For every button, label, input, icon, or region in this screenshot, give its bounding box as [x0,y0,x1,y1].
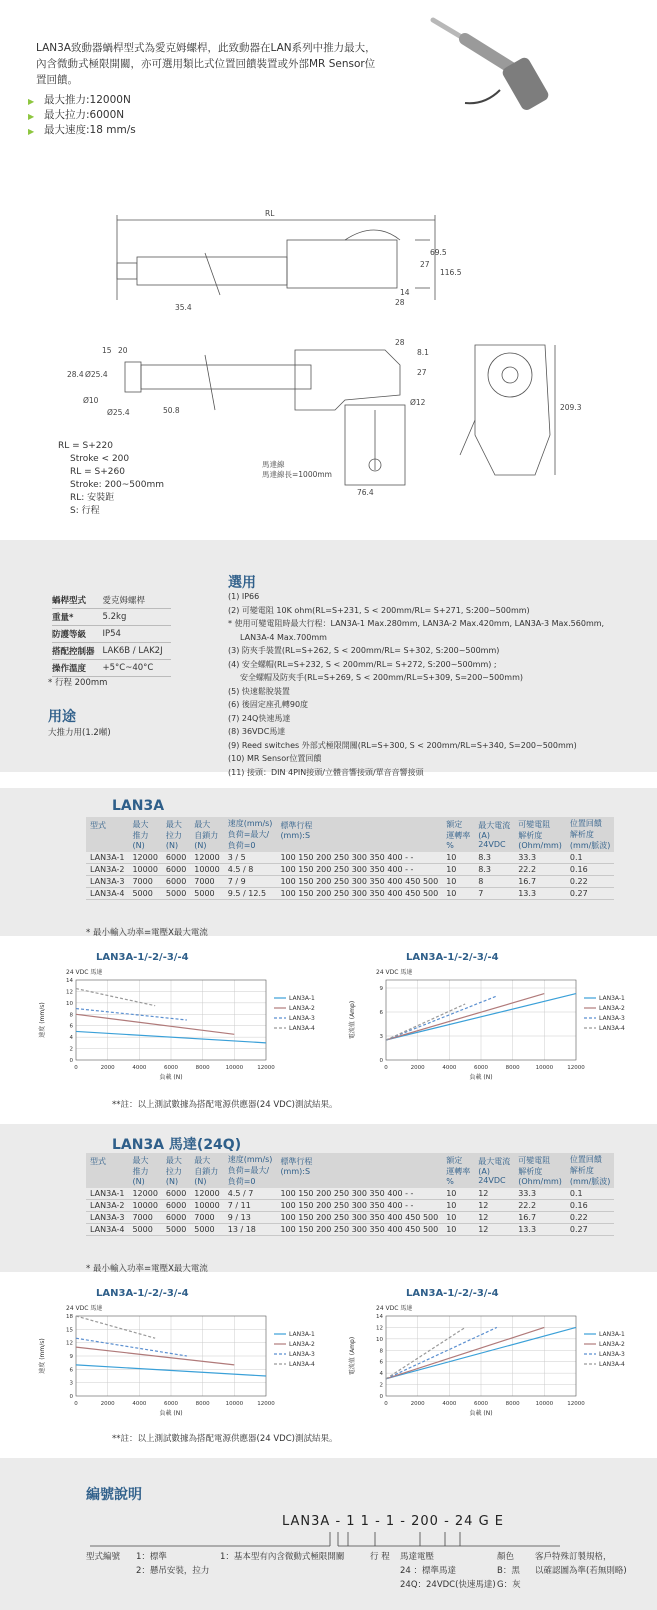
chart-subtitle: 24 VDC 馬達 [376,969,413,976]
chart-speed-1 [30,950,330,1094]
chart-title: LAN3A-1/-2/-3/-4 [96,952,189,963]
table-cell: LAN3A-1 [86,852,128,864]
y-tick-label: 8 [379,1348,383,1355]
table-cell: 100 150 200 250 300 350 400 - - [276,864,442,876]
table-cell: 5000 [162,1224,190,1236]
table2-footnote: * 最小輸入功率=電壓X最大電流 [86,1264,208,1274]
code-col-mount: 1：標準 2：懸吊安裝，拉力 [136,1552,210,1576]
table2 [86,1153,614,1236]
svg-text:20: 20 [118,346,128,355]
y-axis-label: 速度 (mm/s) [39,1338,46,1374]
table-row [86,888,614,900]
code-col-switch: 1：基本型有內含微動式極限開關 [220,1552,345,1562]
table-cell: 22.2 [514,864,566,876]
table-cell: 10000 [128,864,161,876]
svg-text:116.5: 116.5 [440,268,462,277]
x-tick-label: 12000 [567,1065,585,1071]
spec-table: 蝸桿型式 愛克姆螺桿 重量* 5.2kg 防護等級 IP54 搭配控制器 LAK6B / LAK2J 操作溫度 +5°C~40°C [52,592,171,677]
table-cell: 8.3 [474,852,514,864]
table-cell: 0.27 [566,888,615,900]
x-tick-label: 10000 [225,1401,244,1407]
table-cell: 12000 [190,1188,223,1200]
series-line-LAN3A-2 [76,1014,234,1034]
table-cell: 12000 [128,1188,161,1200]
x-tick-label: 0 [384,1401,388,1407]
legend-label: LAN3A-4 [289,1025,315,1032]
table-cell: 5000 [128,1224,161,1236]
legend-label: LAN3A-3 [289,1015,315,1022]
y-tick-label: 15 [66,1327,73,1334]
dim-rl: RL [265,209,275,218]
y-tick-label: 3 [69,1380,73,1387]
intro-text: LAN3A致動器蝸桿型式為愛克姆螺桿，此致動器在LAN系列中推力最大，內含微動式極限開關，亦可選用類比式位置回饋裝置或外部MR Sensor位置回饋。 [36,42,376,86]
table1-header: 型式 最大 推力 (N) 最大 拉力 (N) 最大 自鎖力 (N) 速度(mm/s) 負荷=最大/ 負荷=0 標準行程 (mm):S 額定 運轉率 % 最大電流 (A) 24VDC 可變電阻 解析度 (Ohm/mm) 位置回饋 解析度 (mm/脈波) [86,817,614,852]
table-row [86,864,614,876]
chart-title: LAN3A-1/-2/-3/-4 [96,1288,189,1299]
table-cell: 9.5 / 12.5 [224,888,277,900]
x-tick-label: 6000 [474,1401,488,1407]
table-row [86,1212,614,1224]
table-row [86,1200,614,1212]
y-tick-label: 0 [69,1394,73,1400]
y-tick-label: 8 [69,1012,73,1019]
table-cell: 10 [442,876,474,888]
x-axis-label: 負載 (N) [469,1410,493,1417]
table-cell: 0.22 [566,1212,615,1224]
table-cell: 10000 [190,1200,223,1212]
table-cell: 100 150 200 250 300 350 400 - - [276,1188,442,1200]
table-row [86,852,614,864]
y-tick-label: 0 [379,1394,383,1400]
y-tick-label: 12 [66,989,73,996]
table-cell: 10 [442,1188,474,1200]
table2-title: LAN3A 馬達(24Q) [112,1137,242,1153]
legend-label: LAN3A-1 [289,1331,315,1338]
series-line-LAN3A-3 [386,996,497,1040]
y-axis-label: 電流值 (Amp) [349,1336,356,1376]
chart-subtitle: 24 VDC 馬達 [66,969,103,976]
table-cell: 7000 [190,876,223,888]
x-tick-label: 0 [74,1065,78,1071]
table-cell: 12 [474,1200,514,1212]
table-cell: 0.22 [566,876,615,888]
series-line-LAN3A-2 [386,994,544,1040]
code-col-type: 型式編號 [86,1552,121,1562]
legend-label: LAN3A-3 [289,1351,315,1358]
table-cell: 0.1 [566,1188,615,1200]
table-cell: 100 150 200 250 300 350 400 450 500 [276,1212,442,1224]
y-tick-label: 18 [66,1314,73,1320]
spec-max-pull: ▶ 最大拉力:6000N [28,108,136,123]
y-tick-label: 4 [379,1371,383,1378]
table-row [86,876,614,888]
svg-text:15: 15 [102,346,112,355]
table-cell: 33.3 [514,1188,566,1200]
x-tick-label: 0 [384,1065,388,1071]
chart-subtitle: 24 VDC 馬達 [376,1305,413,1312]
table-cell: 4.5 / 7 [224,1188,277,1200]
x-tick-label: 4000 [442,1401,457,1407]
table-cell: 8.3 [474,864,514,876]
legend-label: LAN3A-1 [289,995,315,1002]
product-photo [425,5,555,115]
x-tick-label: 10000 [535,1065,554,1071]
table1-footnote: * 最小輸入功率=電壓X最大電流 [86,928,208,938]
svg-text:27: 27 [420,260,430,269]
table-cell: 12 [474,1212,514,1224]
chart-subtitle: 24 VDC 馬達 [66,1305,103,1312]
x-axis-label: 負載 (N) [469,1074,493,1081]
svg-text:69.5: 69.5 [430,248,447,257]
legend-label: LAN3A-2 [599,1005,625,1012]
y-tick-label: 14 [66,978,73,984]
y-tick-label: 2 [379,1382,383,1389]
table-cell: 100 150 200 250 300 350 400 - - [276,852,442,864]
table-cell: 5000 [128,888,161,900]
svg-text:Ø10: Ø10 [83,396,99,405]
legend-label: LAN3A-3 [599,1351,625,1358]
x-tick-label: 2000 [410,1065,425,1071]
usage-title: 用途 [48,709,76,725]
table-cell: 100 150 200 250 300 350 400 450 500 [276,888,442,900]
x-tick-label: 8000 [195,1401,210,1407]
y-axis-label: 速度 (mm/s) [39,1002,46,1038]
x-tick-label: 10000 [535,1401,554,1407]
table-cell: 6000 [162,876,190,888]
legend-label: LAN3A-1 [599,995,625,1002]
table-cell: 7000 [190,1212,223,1224]
table-cell: LAN3A-3 [86,1212,128,1224]
y-tick-label: 0 [69,1058,73,1064]
code-col-voltage: 馬達電壓 24 ：標準馬達 24Q：24VDC(快速馬達) [400,1552,496,1590]
table1 [86,817,614,900]
svg-text:Ø25.4: Ø25.4 [107,408,130,417]
x-tick-label: 8000 [505,1065,520,1071]
y-tick-label: 9 [69,1354,73,1360]
options-title: 選用 [228,575,256,591]
table-cell: LAN3A-4 [86,1224,128,1236]
svg-text:Ø12: Ø12 [410,398,426,407]
series-line-LAN3A-2 [386,1327,544,1378]
series-line-LAN3A-4 [386,1004,465,1040]
key-specs [28,93,136,138]
x-tick-label: 8000 [195,1065,210,1071]
table-cell: 6000 [162,1200,190,1212]
y-tick-label: 6 [379,1359,383,1366]
x-axis-label: 負載 (N) [159,1410,183,1417]
table-cell: 7000 [128,1212,161,1224]
svg-text:50.8: 50.8 [163,406,180,415]
table-cell: 100 150 200 250 300 350 400 450 500 [276,876,442,888]
x-tick-label: 6000 [164,1401,178,1407]
x-tick-label: 12000 [567,1401,585,1407]
legend-label: LAN3A-2 [289,1341,315,1348]
table-cell: 100 150 200 250 300 350 400 450 500 [276,1224,442,1236]
x-tick-label: 2000 [410,1401,425,1407]
x-tick-label: 0 [74,1401,78,1407]
x-tick-label: 4000 [442,1065,457,1071]
chart-current-2 [340,1286,640,1430]
x-tick-label: 10000 [225,1065,244,1071]
table-cell: 22.2 [514,1200,566,1212]
series-line-LAN3A-4 [386,1327,465,1378]
table2-header: 型式 最大 推力 (N) 最大 拉力 (N) 最大 自鎖力 (N) 速度(mm/s) 負荷=最大/ 負荷=0 標準行程 (mm):S 額定 運轉率 % 最大電流 (A) 24VDC 可變電阻 解析度 (Ohm/mm) 位置回饋 解析度 (mm/脈波) [86,1153,614,1188]
svg-text:28.4: 28.4 [67,370,84,379]
spec-max-speed: ▶ 最大速度:18 mm/s [28,123,136,138]
y-tick-label: 2 [69,1046,73,1053]
y-axis-label: 電流值 (Amp) [349,1000,356,1040]
x-tick-label: 2000 [100,1401,115,1407]
options-list: (1) IP66 (2) 可變電阻 10K ohm(RL=S+231, S < 200mm/RL= S+271, S:200~500mm) * 使用可變電阻時最大行程：LAN3A-1 Max.280mm, LAN3A-2 Max.420mm, LAN3A-3 Max.560mm, LAN3A-4 Max.700mm (3) 防夾手裝置(RL=S+262, S < 200mm/RL= S+302, S:200~500mm) (4) 安全螺帽(RL=S+232, S < 200mm/RL= S+272, S:200~500mm) ; 安全螺帽及防夾手(RL=S+269, S < 200mm/RL=S+309, S=200~500mm) (5) 快速鬆脫裝置 (6) 後固定座孔轉90度 (7) 24Q快速馬達 (8) 36VDC馬達 (9) Reed switches 外部式極限開關(RL=S+300, S < 200mm/RL=S+340, S=200~500mm) (10) MR Sensor位置回饋 (11) 接頭：DIN 4PIN接頭/立體音響接頭/單音音響接頭 [228,592,605,777]
series-line-LAN3A-4 [76,1316,155,1338]
table-cell: LAN3A-3 [86,876,128,888]
legend-label: LAN3A-1 [599,1331,625,1338]
svg-text:28: 28 [395,338,405,347]
chart-title: LAN3A-1/-2/-3/-4 [406,952,499,963]
y-tick-label: 9 [379,986,383,992]
table-row [86,1188,614,1200]
table-cell: 10 [442,852,474,864]
table-cell: 100 150 200 250 300 350 400 - - [276,1200,442,1212]
table-cell: 7000 [128,876,161,888]
table-cell: 8 [474,876,514,888]
table-cell: 12000 [190,852,223,864]
y-tick-label: 6 [69,1023,73,1030]
y-tick-label: 6 [379,1010,383,1016]
y-tick-label: 6 [69,1367,73,1374]
table-cell: 10000 [190,864,223,876]
table-cell: 10 [442,1200,474,1212]
table-cell: 7 / 9 [224,876,277,888]
y-tick-label: 10 [66,1000,73,1007]
table-cell: 4.5 / 8 [224,864,277,876]
x-tick-label: 2000 [100,1065,115,1071]
svg-text:35.4: 35.4 [175,303,192,312]
svg-text:8.1: 8.1 [417,348,429,357]
table-cell: 10 [442,888,474,900]
code-col-custom: 客戶特殊訂製規格， 以確認圖為準(若無則略) [535,1552,627,1576]
y-tick-label: 12 [376,1325,383,1332]
y-tick-label: 12 [66,1340,73,1347]
coding-code: LAN3A - 1 1 - 1 - 200 - 24 G E [282,1514,504,1529]
chart-note-2: **註：以上測試數據為搭配電源供應器(24 VDC)測試結果。 [112,1434,338,1444]
usage-text: 大推力用(1.2噸) [48,728,111,738]
table-cell: 5000 [190,888,223,900]
table-cell: 10 [442,1224,474,1236]
x-tick-label: 6000 [474,1065,488,1071]
coding-title: 編號說明 [86,1487,142,1503]
table-cell: 6000 [162,852,190,864]
table-cell: LAN3A-4 [86,888,128,900]
table-cell: 6000 [162,1188,190,1200]
x-tick-label: 6000 [164,1065,178,1071]
table-cell: 9 / 13 [224,1212,277,1224]
table-cell: 7 [474,888,514,900]
x-tick-label: 4000 [132,1065,147,1071]
legend-label: LAN3A-4 [599,1361,625,1368]
svg-text:209.3: 209.3 [560,403,582,412]
table-cell: 12000 [128,852,161,864]
code-col-color: 顏色 B：黑 G：灰 [497,1552,521,1590]
y-tick-label: 10 [376,1336,383,1343]
svg-text:14: 14 [400,288,410,297]
table-cell: 13.3 [514,888,566,900]
table-cell: 0.1 [566,852,615,864]
table-cell: 16.7 [514,1212,566,1224]
y-tick-label: 14 [376,1314,383,1320]
table-cell: LAN3A-1 [86,1188,128,1200]
table-cell: LAN3A-2 [86,864,128,876]
coding-connectors [80,1532,580,1548]
y-tick-label: 4 [69,1035,73,1042]
rl-notes: RL = S+220 Stroke < 200 RL = S+260 Stroke: 200~500mm RL: 安裝距 S: 行程 [58,441,165,516]
table-cell: 0.16 [566,1200,615,1212]
table-cell: 33.3 [514,852,566,864]
table1-title: LAN3A [112,798,165,814]
motor-cable-length: 馬達線長=1000mm [262,470,332,479]
x-axis-label: 負載 (N) [159,1074,183,1081]
x-tick-label: 8000 [505,1401,520,1407]
svg-text:Ø25.4: Ø25.4 [85,370,108,379]
y-tick-label: 3 [379,1034,383,1040]
x-tick-label: 12000 [257,1065,275,1071]
legend-label: LAN3A-4 [599,1025,625,1032]
table-cell: 10000 [128,1200,161,1212]
svg-text:28: 28 [395,298,405,307]
table-cell: 12 [474,1224,514,1236]
chart-speed-2 [30,1286,330,1430]
table-cell: 6000 [162,1212,190,1224]
legend-label: LAN3A-2 [289,1005,315,1012]
chart-note-1: **註：以上測試數據為搭配電源供應器(24 VDC)測試結果。 [112,1100,338,1110]
legend-label: LAN3A-4 [289,1361,315,1368]
table-cell: 12 [474,1188,514,1200]
table-cell: 10 [442,864,474,876]
series-line-LAN3A-4 [76,989,155,1006]
table-cell: LAN3A-2 [86,1200,128,1212]
table-cell: 3 / 5 [224,852,277,864]
table-cell: 0.16 [566,864,615,876]
svg-text:76.4: 76.4 [357,488,374,497]
x-tick-label: 12000 [257,1401,275,1407]
x-tick-label: 4000 [132,1401,147,1407]
table-cell: 13.3 [514,1224,566,1236]
svg-text:27: 27 [417,368,427,377]
table-cell: 6000 [162,864,190,876]
spec-footnote: * 行程 200mm [48,678,108,688]
code-col-stroke: 行 程 [370,1552,390,1562]
table-cell: 10 [442,1212,474,1224]
table-cell: 13 / 18 [224,1224,277,1236]
table-cell: 16.7 [514,876,566,888]
table-cell: 7 / 11 [224,1200,277,1212]
motor-label: 馬達線 [262,460,285,469]
table-cell: 0.27 [566,1224,615,1236]
table-cell: 5000 [190,1224,223,1236]
chart-current-1 [340,950,640,1094]
spec-max-push: ▶ 最大推力:12000N [28,93,136,108]
table-cell: 5000 [162,888,190,900]
y-tick-label: 0 [379,1058,383,1064]
chart-title: LAN3A-1/-2/-3/-4 [406,1288,499,1299]
table-row [86,1224,614,1236]
legend-label: LAN3A-3 [599,1015,625,1022]
legend-label: LAN3A-2 [599,1341,625,1348]
